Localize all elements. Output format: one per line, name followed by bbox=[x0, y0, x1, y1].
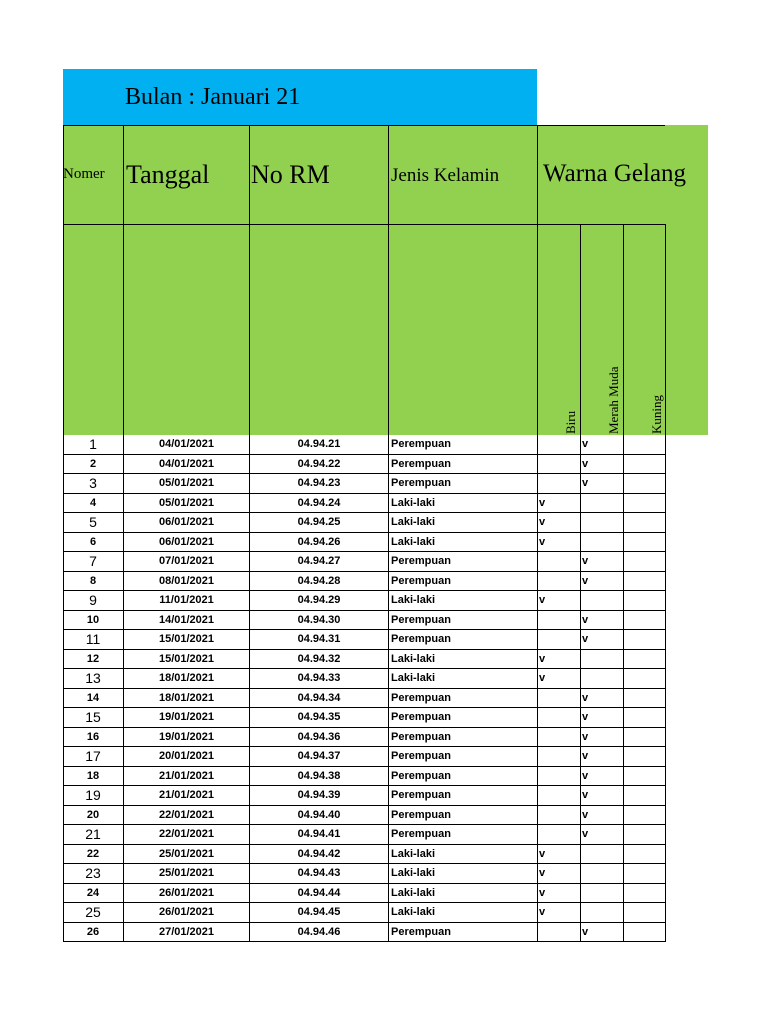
cell-warna-mark: v bbox=[539, 496, 546, 509]
cell-warna-mark: v bbox=[582, 789, 589, 801]
cell-warna-mark: v bbox=[582, 438, 589, 450]
cell-no-rm: 04.94.22 bbox=[297, 457, 341, 470]
cell-jenis-kelamin: Perempuan bbox=[391, 925, 451, 938]
table-row bbox=[0, 903, 768, 923]
cell-nomer: 4 bbox=[89, 496, 97, 509]
subheader-top-border bbox=[537, 224, 665, 225]
cell-no-rm: 04.94.21 bbox=[297, 438, 341, 450]
cell-no-rm: 04.94.45 bbox=[297, 906, 341, 918]
header-biru: Biru bbox=[563, 410, 578, 434]
cell-nomer: 22 bbox=[86, 847, 100, 860]
cell-jenis-kelamin: Laki-laki bbox=[391, 516, 436, 528]
cell-nomer: 16 bbox=[86, 730, 100, 743]
cell-jenis-kelamin: Perempuan bbox=[391, 769, 451, 782]
cell-nomer: 3 bbox=[89, 475, 97, 491]
cell-warna-mark: v bbox=[582, 808, 589, 821]
table-row bbox=[0, 630, 768, 650]
table-row bbox=[0, 650, 768, 670]
cell-nomer: 11 bbox=[85, 631, 101, 647]
header-nomer: Nomer bbox=[63, 166, 105, 182]
cell-warna-mark: v bbox=[582, 925, 589, 938]
cell-jenis-kelamin: Laki-laki bbox=[391, 847, 436, 860]
cell-tanggal: 05/01/2021 bbox=[158, 477, 215, 489]
cell-no-rm: 04.94.43 bbox=[297, 867, 341, 879]
table-row bbox=[0, 747, 768, 767]
cell-warna-mark: v bbox=[582, 750, 589, 762]
cell-no-rm: 04.94.31 bbox=[297, 633, 341, 645]
cell-nomer: 24 bbox=[86, 886, 100, 899]
table-row bbox=[0, 806, 768, 826]
table-row bbox=[0, 474, 768, 494]
cell-nomer: 15 bbox=[85, 709, 101, 725]
table-row bbox=[0, 884, 768, 904]
cell-jenis-kelamin: Laki-laki bbox=[391, 594, 436, 606]
cell-jenis-kelamin: Laki-laki bbox=[391, 867, 436, 879]
cell-warna-mark: v bbox=[539, 906, 546, 918]
table-row bbox=[0, 513, 768, 533]
cell-tanggal: 18/01/2021 bbox=[158, 672, 215, 684]
cell-no-rm: 04.94.32 bbox=[297, 652, 341, 665]
header-warna-gelang-clip bbox=[538, 155, 687, 195]
cell-warna-mark: v bbox=[582, 828, 589, 840]
cell-jenis-kelamin: Perempuan bbox=[391, 613, 451, 626]
cell-jenis-kelamin: Perempuan bbox=[391, 730, 451, 743]
cell-no-rm: 04.94.25 bbox=[297, 516, 341, 528]
column-border bbox=[580, 435, 581, 942]
cell-tanggal: 19/01/2021 bbox=[158, 711, 215, 723]
cell-tanggal: 20/01/2021 bbox=[158, 750, 215, 762]
column-border bbox=[123, 435, 124, 942]
cell-warna-mark: v bbox=[539, 672, 546, 684]
column-border bbox=[623, 435, 624, 942]
table-row bbox=[0, 728, 768, 748]
cell-nomer: 10 bbox=[86, 613, 100, 626]
cell-no-rm: 04.94.28 bbox=[297, 574, 341, 587]
column-border bbox=[537, 435, 538, 942]
cell-no-rm: 04.94.41 bbox=[297, 828, 341, 840]
cell-no-rm: 04.94.27 bbox=[297, 555, 341, 567]
cell-tanggal: 14/01/2021 bbox=[158, 613, 215, 626]
column-border bbox=[63, 435, 64, 942]
cell-nomer: 20 bbox=[86, 808, 100, 821]
column-border bbox=[388, 435, 389, 942]
cell-jenis-kelamin: Laki-laki bbox=[391, 535, 436, 548]
column-border bbox=[665, 435, 666, 942]
cell-tanggal: 25/01/2021 bbox=[158, 867, 215, 879]
cell-warna-mark: v bbox=[539, 867, 546, 879]
cell-warna-mark: v bbox=[582, 574, 589, 587]
cell-tanggal: 08/01/2021 bbox=[158, 574, 215, 587]
cell-nomer: 5 bbox=[89, 514, 97, 530]
cell-warna-mark: v bbox=[539, 516, 546, 528]
cell-jenis-kelamin: Perempuan bbox=[391, 808, 451, 821]
table-row bbox=[0, 591, 768, 611]
header-merah-muda: Merah Muda bbox=[606, 366, 621, 434]
cell-nomer: 17 bbox=[85, 748, 101, 764]
header-col-divider-2 bbox=[249, 125, 250, 435]
cell-warna-mark: v bbox=[582, 477, 589, 489]
cell-warna-mark: v bbox=[582, 769, 589, 782]
cell-jenis-kelamin: Perempuan bbox=[391, 711, 451, 723]
table-row bbox=[0, 767, 768, 787]
cell-nomer: 18 bbox=[86, 769, 100, 782]
cell-warna-mark: v bbox=[539, 652, 546, 665]
cell-tanggal: 07/01/2021 bbox=[158, 555, 215, 567]
cell-no-rm: 04.94.38 bbox=[297, 769, 341, 782]
cell-warna-mark: v bbox=[539, 594, 546, 606]
header-top-border bbox=[63, 125, 665, 126]
table-row bbox=[0, 708, 768, 728]
cell-warna-mark: v bbox=[582, 555, 589, 567]
table-row bbox=[0, 572, 768, 592]
table-row bbox=[0, 533, 768, 553]
cell-jenis-kelamin: Laki-laki bbox=[391, 886, 436, 899]
header-sub-divider-3 bbox=[665, 224, 666, 435]
table-row bbox=[0, 864, 768, 884]
header-col-divider-3 bbox=[388, 125, 389, 435]
cell-nomer: 23 bbox=[85, 865, 101, 881]
cell-no-rm: 04.94.34 bbox=[297, 691, 341, 704]
cell-tanggal: 27/01/2021 bbox=[158, 925, 215, 938]
title-bar bbox=[63, 69, 537, 125]
cell-no-rm: 04.94.46 bbox=[297, 925, 341, 938]
cell-tanggal: 21/01/2021 bbox=[158, 769, 215, 782]
cell-warna-mark: v bbox=[539, 535, 546, 548]
cell-no-rm: 04.94.26 bbox=[297, 535, 341, 548]
cell-jenis-kelamin: Perempuan bbox=[391, 555, 451, 567]
cell-nomer: 12 bbox=[86, 652, 100, 665]
cell-tanggal: 26/01/2021 bbox=[158, 886, 215, 899]
cell-tanggal: 15/01/2021 bbox=[158, 652, 215, 665]
cell-warna-mark: v bbox=[582, 633, 589, 645]
cell-no-rm: 04.94.37 bbox=[297, 750, 341, 762]
cell-tanggal: 06/01/2021 bbox=[158, 535, 215, 548]
header-tanggal: Tanggal bbox=[126, 160, 210, 189]
table-row bbox=[0, 552, 768, 572]
header-sub-divider-2 bbox=[623, 224, 624, 435]
cell-jenis-kelamin: Perempuan bbox=[391, 691, 451, 704]
cell-no-rm: 04.94.39 bbox=[297, 789, 341, 801]
table-row bbox=[0, 825, 768, 845]
cell-tanggal: 25/01/2021 bbox=[158, 847, 215, 860]
cell-no-rm: 04.94.24 bbox=[297, 496, 341, 509]
cell-jenis-kelamin: Laki-laki bbox=[391, 652, 436, 665]
cell-no-rm: 04.94.23 bbox=[297, 477, 341, 489]
cell-nomer: 13 bbox=[85, 670, 101, 686]
cell-warna-mark: v bbox=[582, 711, 589, 723]
cell-no-rm: 04.94.29 bbox=[297, 594, 341, 606]
cell-no-rm: 04.94.33 bbox=[297, 672, 341, 684]
cell-warna-mark: v bbox=[582, 613, 589, 626]
table-row bbox=[0, 494, 768, 514]
cell-nomer: 26 bbox=[86, 925, 100, 938]
cell-nomer: 1 bbox=[89, 436, 97, 452]
cell-no-rm: 04.94.40 bbox=[297, 808, 341, 821]
cell-tanggal: 26/01/2021 bbox=[158, 906, 215, 918]
header-jenis-kelamin: Jenis Kelamin bbox=[391, 165, 500, 186]
cell-nomer: 8 bbox=[89, 574, 97, 587]
cell-nomer: 21 bbox=[85, 826, 101, 842]
cell-jenis-kelamin: Perempuan bbox=[391, 457, 451, 470]
table-row bbox=[0, 435, 768, 455]
cell-nomer: 14 bbox=[86, 691, 100, 704]
cell-tanggal: 18/01/2021 bbox=[158, 691, 215, 704]
cell-nomer: 25 bbox=[85, 904, 101, 920]
header-split-border bbox=[63, 224, 537, 225]
table-row bbox=[0, 669, 768, 689]
cell-jenis-kelamin: Perempuan bbox=[391, 750, 451, 762]
table-row bbox=[0, 786, 768, 806]
cell-tanggal: 15/01/2021 bbox=[158, 633, 215, 645]
cell-tanggal: 04/01/2021 bbox=[158, 457, 215, 470]
cell-no-rm: 04.94.30 bbox=[297, 613, 341, 626]
cell-warna-mark: v bbox=[539, 886, 546, 899]
cell-no-rm: 04.94.44 bbox=[297, 886, 341, 899]
cell-tanggal: 06/01/2021 bbox=[158, 516, 215, 528]
cell-tanggal: 21/01/2021 bbox=[158, 789, 215, 801]
header-sub-divider-1 bbox=[580, 224, 581, 435]
cell-jenis-kelamin: Laki-laki bbox=[391, 906, 436, 918]
table-row bbox=[0, 923, 768, 943]
cell-jenis-kelamin: Perempuan bbox=[391, 438, 451, 450]
cell-warna-mark: v bbox=[582, 730, 589, 743]
table-row bbox=[0, 611, 768, 631]
cell-nomer: 6 bbox=[89, 535, 97, 548]
cell-warna-mark: v bbox=[539, 847, 546, 860]
cell-jenis-kelamin: Perempuan bbox=[391, 477, 451, 489]
header-col-divider-1 bbox=[123, 125, 124, 435]
cell-jenis-kelamin: Perempuan bbox=[391, 633, 451, 645]
page-title: Bulan : Januari 21 bbox=[125, 84, 301, 110]
cell-tanggal: 11/01/2021 bbox=[159, 594, 214, 606]
header-warna-gelang: Warna Gelang bbox=[543, 160, 687, 187]
cell-nomer: 19 bbox=[85, 787, 101, 803]
cell-jenis-kelamin: Perempuan bbox=[391, 574, 451, 587]
cell-no-rm: 04.94.36 bbox=[297, 730, 341, 743]
cell-tanggal: 05/01/2021 bbox=[158, 496, 215, 509]
cell-jenis-kelamin: Laki-laki bbox=[391, 496, 436, 509]
cell-warna-mark: v bbox=[582, 457, 589, 470]
cell-no-rm: 04.94.42 bbox=[297, 847, 341, 860]
table-row bbox=[0, 689, 768, 709]
cell-tanggal: 22/01/2021 bbox=[158, 828, 215, 840]
cell-nomer: 7 bbox=[89, 553, 97, 569]
cell-tanggal: 22/01/2021 bbox=[158, 808, 215, 821]
cell-jenis-kelamin: Perempuan bbox=[391, 828, 451, 840]
cell-nomer: 9 bbox=[89, 592, 97, 608]
header-no-rm: No RM bbox=[251, 160, 330, 189]
cell-jenis-kelamin: Laki-laki bbox=[391, 672, 436, 684]
table-row bbox=[0, 845, 768, 865]
row-border bbox=[63, 941, 665, 942]
column-border bbox=[249, 435, 250, 942]
cell-warna-mark: v bbox=[582, 691, 589, 704]
cell-jenis-kelamin: Perempuan bbox=[391, 789, 451, 801]
header-kuning: Kuning bbox=[649, 395, 664, 434]
cell-nomer: 2 bbox=[89, 457, 97, 470]
table-row bbox=[0, 455, 768, 475]
cell-tanggal: 19/01/2021 bbox=[158, 730, 215, 743]
cell-tanggal: 04/01/2021 bbox=[158, 438, 215, 450]
cell-no-rm: 04.94.35 bbox=[297, 711, 341, 723]
